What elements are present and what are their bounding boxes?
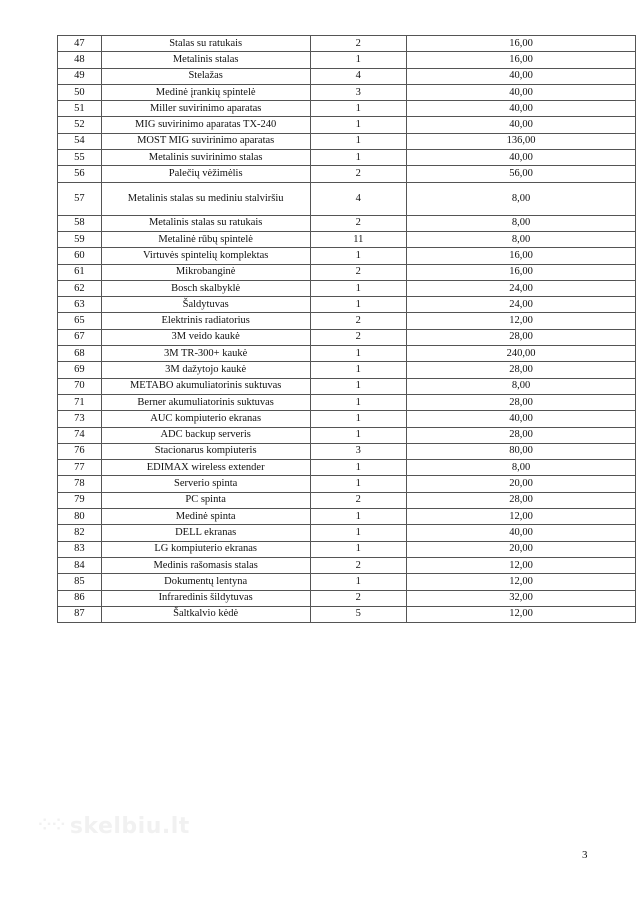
- quantity-cell: 1: [310, 52, 407, 68]
- price-cell: 12,00: [407, 557, 636, 573]
- item-name-cell: 3M veido kaukė: [101, 329, 310, 345]
- item-name-cell: Serverio spinta: [101, 476, 310, 492]
- row-number-cell: 73: [58, 411, 102, 427]
- item-name-cell: Palečių vėžimėlis: [101, 166, 310, 182]
- quantity-cell: 2: [310, 557, 407, 573]
- item-name-cell: ADC backup serveris: [101, 427, 310, 443]
- price-cell: 40,00: [407, 411, 636, 427]
- row-number-cell: 51: [58, 101, 102, 117]
- watermark-logo: [38, 814, 190, 839]
- item-name-cell: Elektrinis radiatorius: [101, 313, 310, 329]
- quantity-cell: 3: [310, 84, 407, 100]
- quantity-cell: 2: [310, 329, 407, 345]
- table-row: [58, 231, 636, 247]
- table-row: [58, 492, 636, 508]
- quantity-cell: 2: [310, 492, 407, 508]
- table-row: [58, 378, 636, 394]
- price-cell: 28,00: [407, 492, 636, 508]
- item-name-cell: AUC kompiuterio ekranas: [101, 411, 310, 427]
- row-number-cell: 48: [58, 52, 102, 68]
- row-number-cell: 84: [58, 557, 102, 573]
- row-number-cell: 61: [58, 264, 102, 280]
- table-row: [58, 150, 636, 166]
- row-number-cell: 68: [58, 346, 102, 362]
- table-row: [58, 215, 636, 231]
- item-name-cell: Medinis rašomasis stalas: [101, 557, 310, 573]
- table-row: [58, 248, 636, 264]
- row-number-cell: 77: [58, 460, 102, 476]
- price-cell: 32,00: [407, 590, 636, 606]
- item-name-cell: Šaltkalvio kėdė: [101, 606, 310, 622]
- item-name-cell: Miller suvirinimo aparatas: [101, 101, 310, 117]
- item-name-cell: Berner akumuliatorinis suktuvas: [101, 394, 310, 410]
- quantity-cell: 1: [310, 248, 407, 264]
- price-cell: 28,00: [407, 394, 636, 410]
- row-number-cell: 70: [58, 378, 102, 394]
- quantity-cell: 1: [310, 574, 407, 590]
- quantity-cell: 5: [310, 606, 407, 622]
- price-cell: 12,00: [407, 313, 636, 329]
- table-row: [58, 394, 636, 410]
- quantity-cell: 2: [310, 590, 407, 606]
- row-number-cell: 67: [58, 329, 102, 345]
- item-name-cell: EDIMAX wireless extender: [101, 460, 310, 476]
- quantity-cell: 3: [310, 443, 407, 459]
- quantity-cell: 1: [310, 378, 407, 394]
- row-number-cell: 85: [58, 574, 102, 590]
- inventory-table: [57, 35, 636, 623]
- item-name-cell: Metalinė rūbų spintelė: [101, 231, 310, 247]
- table-row: [58, 166, 636, 182]
- table-row: [58, 509, 636, 525]
- item-name-cell: Stalas su ratukais: [101, 36, 310, 52]
- table-row: [58, 313, 636, 329]
- row-number-cell: 55: [58, 150, 102, 166]
- row-number-cell: 56: [58, 166, 102, 182]
- row-number-cell: 62: [58, 280, 102, 296]
- item-name-cell: Stelažas: [101, 68, 310, 84]
- watermark-text: skelbiu.lt: [69, 814, 190, 839]
- price-cell: 40,00: [407, 68, 636, 84]
- quantity-cell: 1: [310, 411, 407, 427]
- price-cell: 136,00: [407, 133, 636, 149]
- quantity-cell: 2: [310, 264, 407, 280]
- price-cell: 40,00: [407, 117, 636, 133]
- quantity-cell: 1: [310, 150, 407, 166]
- table-row: [58, 101, 636, 117]
- item-name-cell: Virtuvės spintelių komplektas: [101, 248, 310, 264]
- quantity-cell: 1: [310, 117, 407, 133]
- table-body: [58, 36, 636, 623]
- table-row: [58, 590, 636, 606]
- price-cell: 28,00: [407, 427, 636, 443]
- price-cell: 28,00: [407, 329, 636, 345]
- table-row: [58, 525, 636, 541]
- item-name-cell: Šaldytuvas: [101, 297, 310, 313]
- row-number-cell: 52: [58, 117, 102, 133]
- quantity-cell: 2: [310, 313, 407, 329]
- price-cell: 8,00: [407, 231, 636, 247]
- row-number-cell: 82: [58, 525, 102, 541]
- price-cell: 24,00: [407, 280, 636, 296]
- price-cell: 16,00: [407, 52, 636, 68]
- table-row: [58, 329, 636, 345]
- table-row: [58, 460, 636, 476]
- page-number: 3: [582, 849, 588, 861]
- row-number-cell: 80: [58, 509, 102, 525]
- item-name-cell: Medinė įrankių spintelė: [101, 84, 310, 100]
- quantity-cell: 1: [310, 101, 407, 117]
- quantity-cell: 2: [310, 215, 407, 231]
- table-row: [58, 297, 636, 313]
- quantity-cell: 1: [310, 280, 407, 296]
- item-name-cell: Mikrobanginė: [101, 264, 310, 280]
- table-row: [58, 36, 636, 52]
- item-name-cell: Infraredinis šildytuvas: [101, 590, 310, 606]
- quantity-cell: 1: [310, 476, 407, 492]
- price-cell: 28,00: [407, 362, 636, 378]
- watermark-dots-icon: ⁘⁘: [38, 815, 66, 834]
- item-name-cell: 3M dažytojo kaukė: [101, 362, 310, 378]
- table-row: [58, 68, 636, 84]
- item-name-cell: Bosch skalbyklė: [101, 280, 310, 296]
- quantity-cell: 11: [310, 231, 407, 247]
- table-row: [58, 346, 636, 362]
- price-cell: 240,00: [407, 346, 636, 362]
- table-row: [58, 280, 636, 296]
- quantity-cell: 2: [310, 166, 407, 182]
- table-row: [58, 264, 636, 280]
- price-cell: 8,00: [407, 460, 636, 476]
- quantity-cell: 1: [310, 509, 407, 525]
- item-name-cell: Dokumentų lentyna: [101, 574, 310, 590]
- row-number-cell: 79: [58, 492, 102, 508]
- quantity-cell: 1: [310, 541, 407, 557]
- item-name-cell: Metalinis stalas su ratukais: [101, 215, 310, 231]
- quantity-cell: 1: [310, 362, 407, 378]
- quantity-cell: 1: [310, 427, 407, 443]
- row-number-cell: 54: [58, 133, 102, 149]
- table-row: [58, 52, 636, 68]
- price-cell: 56,00: [407, 166, 636, 182]
- row-number-cell: 65: [58, 313, 102, 329]
- item-name-cell: Medinė spinta: [101, 509, 310, 525]
- price-cell: 16,00: [407, 248, 636, 264]
- table-row: [58, 182, 636, 215]
- item-name-cell: Metalinis suvirinimo stalas: [101, 150, 310, 166]
- price-cell: 24,00: [407, 297, 636, 313]
- price-cell: 12,00: [407, 606, 636, 622]
- row-number-cell: 71: [58, 394, 102, 410]
- row-number-cell: 60: [58, 248, 102, 264]
- item-name-cell: METABO akumuliatorinis suktuvas: [101, 378, 310, 394]
- item-name-cell: Stacionarus kompiuteris: [101, 443, 310, 459]
- row-number-cell: 49: [58, 68, 102, 84]
- table-row: [58, 476, 636, 492]
- row-number-cell: 76: [58, 443, 102, 459]
- price-cell: 8,00: [407, 182, 636, 215]
- quantity-cell: 1: [310, 525, 407, 541]
- item-name-cell: Metalinis stalas: [101, 52, 310, 68]
- row-number-cell: 78: [58, 476, 102, 492]
- price-cell: 8,00: [407, 378, 636, 394]
- table-row: [58, 84, 636, 100]
- row-number-cell: 50: [58, 84, 102, 100]
- row-number-cell: 47: [58, 36, 102, 52]
- table-row: [58, 541, 636, 557]
- row-number-cell: 87: [58, 606, 102, 622]
- item-name-cell: 3M TR-300+ kaukė: [101, 346, 310, 362]
- item-name-cell: MIG suvirinimo aparatas TX-240: [101, 117, 310, 133]
- row-number-cell: 58: [58, 215, 102, 231]
- item-name-cell: MOST MIG suvirinimo aparatas: [101, 133, 310, 149]
- quantity-cell: 1: [310, 460, 407, 476]
- quantity-cell: 1: [310, 394, 407, 410]
- price-cell: 80,00: [407, 443, 636, 459]
- price-cell: 40,00: [407, 150, 636, 166]
- item-name-cell: Metalinis stalas su mediniu stalviršiu: [101, 182, 310, 215]
- table-row: [58, 117, 636, 133]
- row-number-cell: 63: [58, 297, 102, 313]
- price-cell: 12,00: [407, 509, 636, 525]
- price-cell: 40,00: [407, 101, 636, 117]
- table-row: [58, 427, 636, 443]
- quantity-cell: 1: [310, 297, 407, 313]
- price-cell: 8,00: [407, 215, 636, 231]
- row-number-cell: 69: [58, 362, 102, 378]
- table-row: [58, 362, 636, 378]
- quantity-cell: 4: [310, 182, 407, 215]
- price-cell: 40,00: [407, 84, 636, 100]
- table-row: [58, 443, 636, 459]
- price-cell: 40,00: [407, 525, 636, 541]
- quantity-cell: 4: [310, 68, 407, 84]
- price-cell: 12,00: [407, 574, 636, 590]
- table-row: [58, 574, 636, 590]
- quantity-cell: 2: [310, 36, 407, 52]
- price-cell: 20,00: [407, 476, 636, 492]
- row-number-cell: 74: [58, 427, 102, 443]
- table-row: [58, 133, 636, 149]
- price-cell: 20,00: [407, 541, 636, 557]
- row-number-cell: 59: [58, 231, 102, 247]
- table-row: [58, 411, 636, 427]
- row-number-cell: 57: [58, 182, 102, 215]
- item-name-cell: DELL ekranas: [101, 525, 310, 541]
- item-name-cell: PC spinta: [101, 492, 310, 508]
- quantity-cell: 1: [310, 133, 407, 149]
- row-number-cell: 83: [58, 541, 102, 557]
- price-cell: 16,00: [407, 264, 636, 280]
- table-row: [58, 606, 636, 622]
- item-name-cell: LG kompiuterio ekranas: [101, 541, 310, 557]
- quantity-cell: 1: [310, 346, 407, 362]
- row-number-cell: 86: [58, 590, 102, 606]
- table-row: [58, 557, 636, 573]
- price-cell: 16,00: [407, 36, 636, 52]
